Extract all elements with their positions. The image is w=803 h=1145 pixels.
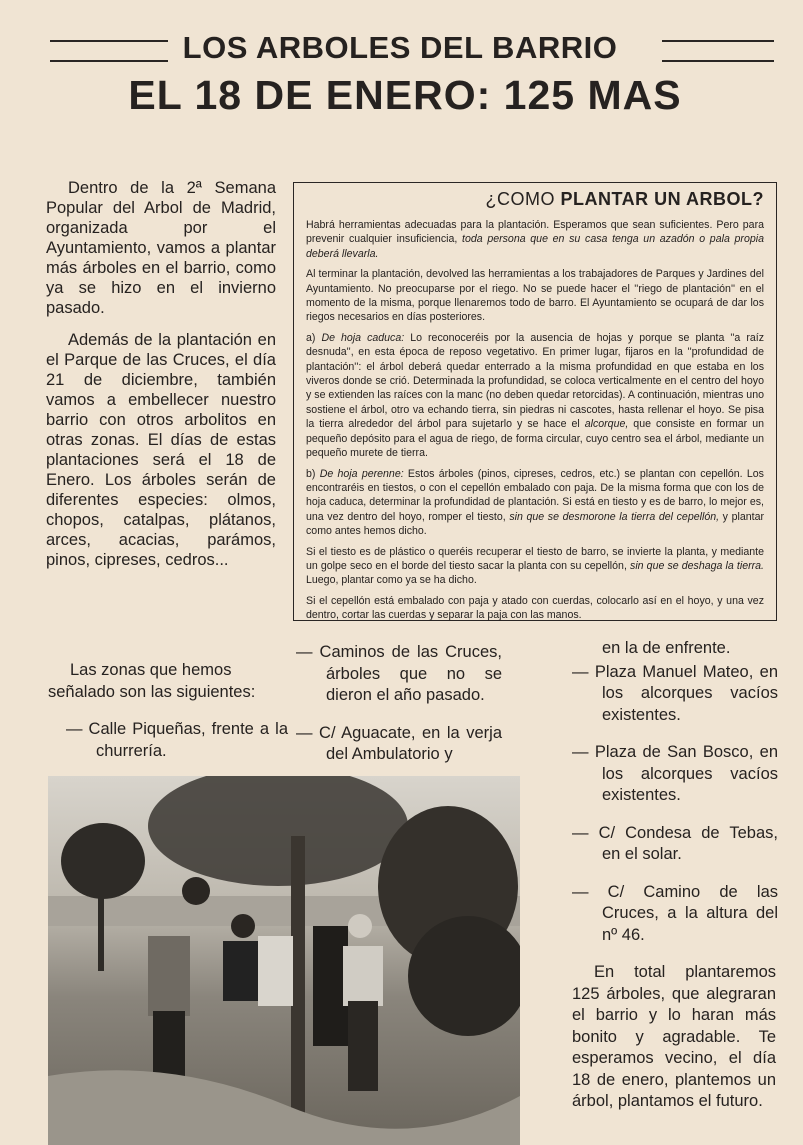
box-paragraph: Al terminar la plantación, devolved las herramientas a los trabajadores de Parques y Jardines del Ayuntamiento. No preocuparse por el riego. No se puede hacer el ''riego de plantación'' en el momento de la misma, porque llenaremos todo de barro. El Ayuntamiento se ocupará de dar los riegos necesarios en días posteriores.: [306, 268, 764, 324]
zone-item: — Plaza de San Bosco, en los alcorques vacíos existentes.: [572, 743, 778, 804]
zones-intro: Las zonas que hemos señalado son las siguientes:: [48, 661, 256, 701]
box-paragraph: b) De hoja perenne: Estos árboles (pinos, cipreses, cedros, etc.) se plantan con cepellón. Los encontraréis en tiestos, o con el cepellón embalado con paja. De la misma forma que con los de hoja caduca, determinar la profundidad de plantación. Si está en tiesto y es de barro, lo mejor es, una vez dentro del hoyo, romper el tiesto, sin que se desmorone la tierra del cepellón, y plantar como antes hemos dicho.: [306, 467, 764, 538]
header-rule-right-top: [662, 40, 774, 42]
headline: EL 18 DE ENERO: 125 MAS: [128, 72, 682, 118]
intro-paragraph: Además de la plantación en el Parque de las Cruces, el día 21 de diciembre, también vamos a embellecer nuestro barrio con otros arbolitos en otras zonas. El días de estas plantaciones será el 18 de Enero. Los árboles serán de diferentes especies: olmos, chopos, catalpas, plátanos, arces, acacias, parámos, pinos, cipreses, cedros...: [46, 331, 276, 569]
box-paragraph: Si el tiesto es de plástico o queréis recuperar el tiesto de barro, se invierte la planta, y mediante un golpe seco en el borde del tiesto sacar la planta con su cepellón, sin que se deshaga la tierra. Luego, plantar como ya se ha dicho.: [306, 545, 764, 587]
headline-kicker: LOS ARBOLES DEL BARRIO: [182, 30, 618, 65]
intro-column: [46, 178, 276, 582]
zone-item: — Caminos de las Cruces, árboles que no se dieron el año pasado.: [296, 643, 502, 704]
zone-item: — C/ Camino de las Cruces, a la altura del nº 46.: [572, 882, 778, 944]
box-title: ¿COMO PLANTAR UN ARBOL?: [485, 189, 764, 209]
zone-item: — Calle Piqueñas, frente a la churrería.: [66, 720, 288, 760]
header-rule-right-bottom: [662, 60, 774, 62]
zones-column-2: [296, 642, 502, 782]
zone-item: — C/ Aguacate, en la verja del Ambulatorio y: [296, 723, 502, 763]
closing-paragraph: En total plantaremos 125 árboles, que alegraran el barrio y lo haran más bonito y agradable. Te esperamos vecino, el día 18 de enero, plantemos un árbol, plantamos el futuro.: [572, 963, 776, 1110]
tree-planting-photo: [48, 776, 520, 1145]
photo-illustration: [48, 776, 520, 1145]
zone-item: — C/ Condesa de Tebas, en el solar.: [572, 823, 778, 863]
box-paragraph: Si el cepellón está embalado con paja y atado con cuerdas, colocarlo así en el hoyo, y una vez dentro, cortar las cuerdas y separar la paja con las manos.: [306, 594, 764, 622]
zones-column-3: [572, 638, 778, 1129]
zone-item: — Plaza Manuel Mateo, en los alcorques vacíos existentes.: [572, 662, 778, 724]
intro-paragraph: Dentro de la 2ª Semana Popular del Arbol de Madrid, organizada por el Ayuntamiento, vamos a plantar más árboles en el barrio, como ya se hizo en el invierno pasado.: [46, 179, 276, 317]
zone-item-continued: en la de enfrente.: [602, 639, 731, 657]
box-paragraph: a) De hoja caduca: Lo reconoceréis por la ausencia de hojas y porque se planta ''a raíz desnuda'', en esta época de reposo vegetativo. En primer lugar, fijaros en la ''profundidad de plantación'': el árbol deberá quedar enterrado a la misma profundidad en que estaba en los viveros donde se crió. Determinada la profundidad, se coloca verticalmente en el centro del hoyo y se extienden las raíces con la manc (no deben quedar retorcidas). A continuación, mientras uno sostiene el árbol, otro va echando tierra, sin piedras ni cascotes, hasta rellenar el hoyo. Se pisa la tierra alrededor del árbol para sujetarlo y se hace el alcorque, que consiste en formar un pequeño depósito para el agua de riego, de forma circular, cuyo centro sea el árbol, mediante un pequeño murete de tierra.: [306, 331, 764, 460]
box-paragraph: Habrá herramientas adecuadas para la plantación. Esperamos que sean suficientes. Pero para prevenir cualquier insuficiencia, toda persona que en su casa tenga un azadón o pala propia deberá llevarla.: [306, 219, 764, 260]
zones-column-1: [48, 660, 288, 778]
how-to-plant-box: [293, 182, 777, 621]
